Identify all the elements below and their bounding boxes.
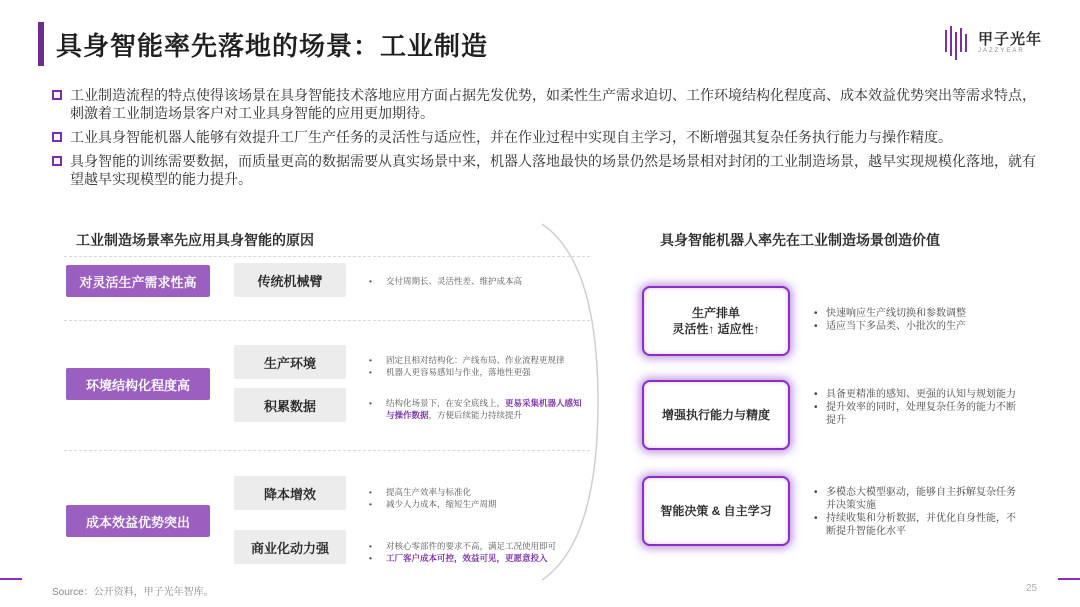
- footer-accent-left: [0, 578, 22, 580]
- bullet-square-icon: [52, 156, 62, 166]
- value-box-production-scheduling: 生产排单 灵活性↑ 适应性↑: [642, 286, 790, 356]
- value-detail-scheduling: • 快速响应生产线切换和参数调整 • 适应当下多品类、小批次的生产: [814, 307, 1024, 333]
- category-structured-environment: 环境结构化程度高: [66, 368, 210, 400]
- divider: [64, 320, 590, 321]
- category-cost-benefit: 成本效益优势突出: [66, 505, 210, 537]
- detail-data-accumulation: • 结构化场景下，在安全底线上，更易采集机器人感知与操作数据，方便后续能力持续提升: [366, 397, 586, 421]
- divider: [64, 256, 590, 257]
- title-accent-bar: [38, 22, 44, 66]
- factor-production-environment: 生产环境: [234, 345, 346, 379]
- value-box-execution-precision: 增强执行能力与精度: [642, 380, 790, 450]
- detail-traditional-arm: • 交付周期长、灵活性差、维护成本高: [366, 275, 586, 287]
- page-number: 25: [1026, 583, 1038, 594]
- page-title: 具身智能率先落地的场景：工业制造: [56, 31, 489, 61]
- factor-data-accumulation: 积累数据: [234, 388, 346, 422]
- logo-bars-icon: [944, 26, 972, 60]
- value-detail-precision: • 具备更精准的感知、更强的认知与规划能力 • 提升效率的同时，处理复杂任务的能力不断提升: [814, 388, 1024, 427]
- value-detail-decision: • 多模态大模型驱动，能够自主拆解复杂任务并决策实施 • 持续收集和分析数据，并优化自身性能，不断提升智能化水平: [814, 486, 1024, 538]
- left-section-title: 工业制造场景率先应用具身智能的原因: [76, 232, 314, 248]
- divider: [64, 450, 590, 451]
- category-flexible-demand: 对灵活生产需求性高: [66, 265, 210, 297]
- bullet-square-icon: [52, 132, 62, 142]
- bullet-item: 工业具身智能机器人能够有效提升工厂生产任务的灵活性与适应性，并在作业过程中实现自主学习，不断增强其复杂任务执行能力与操作精度。: [52, 128, 1042, 146]
- bullet-item: 工业制造流程的特点使得该场景在具身智能技术落地应用方面占据先发优势，如柔性生产需求迫切、工作环境结构化程度高、成本效益优势突出等需求特点，刺激着工业制造场景客户对工业具身智能的应用更加期待。: [52, 86, 1042, 122]
- factor-commercial-drive: 商业化动力强: [234, 530, 346, 564]
- bullet-square-icon: [52, 90, 62, 100]
- detail-production-environment: • 固定且相对结构化：产线布局、作业流程更规律 • 机器人更容易感知与作业，落地性更强: [366, 354, 586, 378]
- brand-logo: [944, 24, 1044, 64]
- intro-bullets: [52, 86, 1042, 194]
- value-box-decision-learning: 智能决策 & 自主学习: [642, 476, 790, 546]
- bullet-item: 具身智能的训练需要数据，而质量更高的数据需要从真实场景中来，机器人落地最快的场景仍然是场景相对封闭的工业制造场景，越早实现规模化落地，就有望越早实现模型的能力提升。: [52, 152, 1042, 188]
- factor-cost-reduction: 降本增效: [234, 476, 346, 510]
- factor-traditional-arm: 传统机械臂: [234, 263, 346, 297]
- bracket-arc: [540, 222, 600, 582]
- footer-accent-right: [1058, 578, 1080, 580]
- logo-subtitle: JAZZYEAR: [978, 48, 1025, 54]
- source-note: Source：公开资料，甲子光年智库。: [52, 587, 214, 598]
- detail-commercial-drive: • 对核心零部件的要求不高，满足工况使用即可 • 工厂客户成本可控，效益可见，更愿意投入: [366, 540, 586, 564]
- right-section-title: 具身智能机器人率先在工业制造场景创造价值: [660, 232, 940, 248]
- detail-cost-reduction: • 提高生产效率与标准化 • 减少人力成本，缩短生产周期: [366, 486, 586, 510]
- logo-name: 甲子光年: [978, 31, 1043, 48]
